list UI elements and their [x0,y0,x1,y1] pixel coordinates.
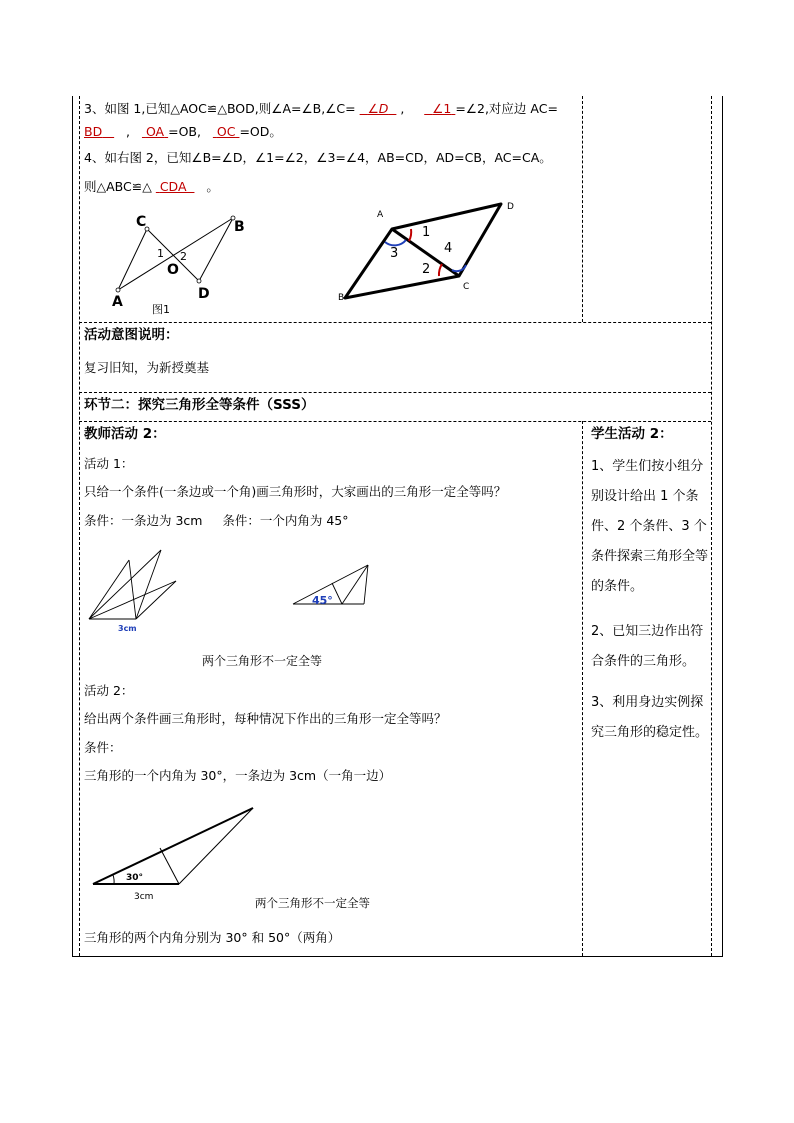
activity-2-caption: 两个三角形不一定全等 [255,896,370,910]
fig2-label-b: B [338,293,345,303]
fig1-label-o: O [167,262,179,278]
fig1-label-a: A [112,294,123,310]
table-right-border [722,96,723,957]
figure-45-triangles [290,562,372,608]
answer-angle-d: ∠D [367,101,389,116]
activity-1-caption: 两个三角形不一定全等 [202,654,323,668]
activity-2-label: 活动 2： [84,683,134,698]
student-item-1: 1、学生们按小组分别设计给出 1 个条件、2 个条件、3 个条件探索三角形全等的条件。 [591,459,709,594]
intent-heading: 活动意图说明： [84,327,179,343]
activity-1-conditions: 条件：一条边为 3cm 条件：一个内角为 45° [84,513,349,528]
activity-2-case-2: 三角形的两个内角分别为 30° 和 50°（两角） [84,930,341,945]
table-left-border [72,96,73,957]
fig-45-label: 45° [312,594,333,607]
row-line-3 [79,421,711,422]
fig1-caption: 图1 [152,303,170,316]
figure-1-diagram [100,205,270,320]
row-line-2 [79,392,711,393]
fig2-label-4: 4 [444,241,453,256]
intent-body: 复习旧知，为新授奠基 [84,360,210,375]
student-item-3: 3、利用身边实例探究三角形的稳定性。 [591,695,709,740]
fig1-label-b: B [234,219,245,235]
teacher-heading: 教师活动 2： [84,426,166,442]
fig2-label-a: A [377,210,384,220]
answer-bd: BD [84,124,103,139]
fig2-label-1: 1 [422,225,431,240]
exercise-4-line1: 4、如右图 2，已知∠B=∠D，∠1=∠2，∠3=∠4，AB=CD，AD=CB，AC=CA。 [84,150,552,165]
column-divider-top [582,96,583,322]
answer-cda: CDA [159,179,187,194]
fig-30-label: 30° [126,873,144,883]
fig1-label-2: 2 [180,250,187,263]
student-item-2: 2、已知三边作出符合条件的三角形。 [591,624,704,669]
answer-oc: OC [216,124,236,139]
row-line-1 [79,322,711,323]
fig2-label-c: C [463,282,470,292]
fig1-label-c: C [136,214,147,230]
fig-3cm-label: 3cm [118,624,137,633]
exercise-3-line1: 3、如图 1,已知△AOC≌△BOD,则∠A=∠B,∠C= ∠D , ∠1 =∠2,对应边 AC= [84,101,558,116]
answer-angle-1: ∠1 [432,101,452,116]
column-divider-bottom [582,421,583,956]
activity-2-case-1: 三角形的一个内角为 30°，一条边为 3cm（一角一边） [84,768,392,783]
fig2-label-2: 2 [422,262,431,277]
student-heading: 学生活动 2： [591,426,673,442]
section-2-heading: 环节二：探究三角形全等条件（SSS） [84,397,315,413]
inner-right-line [711,96,712,956]
activity-2-question: 给出两个条件画三角形时，每种情况下作出的三角形一定全等吗？ [84,711,447,726]
figure-2-diagram [335,200,525,305]
fig1-label-d: D [198,286,210,302]
fig-3cm-label-2: 3cm [134,892,154,902]
exercise-4-line2: 则△ABC≌△ CDA 。 [84,179,219,194]
activity-2-condition-label: 条件： [84,740,122,755]
fig2-label-d: D [507,202,514,212]
figure-30-triangles [88,804,258,904]
answer-oa: OA [145,124,165,139]
activity-1-label: 活动 1： [84,456,134,471]
activity-1-question: 只给一个条件(一条边或一个角)画三角形时，大家画出的三角形一定全等吗？ [84,484,507,499]
fig2-label-3: 3 [390,246,399,261]
inner-left-line [79,96,80,956]
fig1-label-1: 1 [157,247,164,260]
figure-3cm-triangles [84,546,184,638]
exercise-3-prefix: 3、如图 1,已知△AOC≌△BOD,则∠A=∠B,∠C= [84,101,356,116]
table-bottom-border [72,956,723,957]
exercise-3-line2: BD , OA =OB, OC =OD。 [84,124,282,139]
